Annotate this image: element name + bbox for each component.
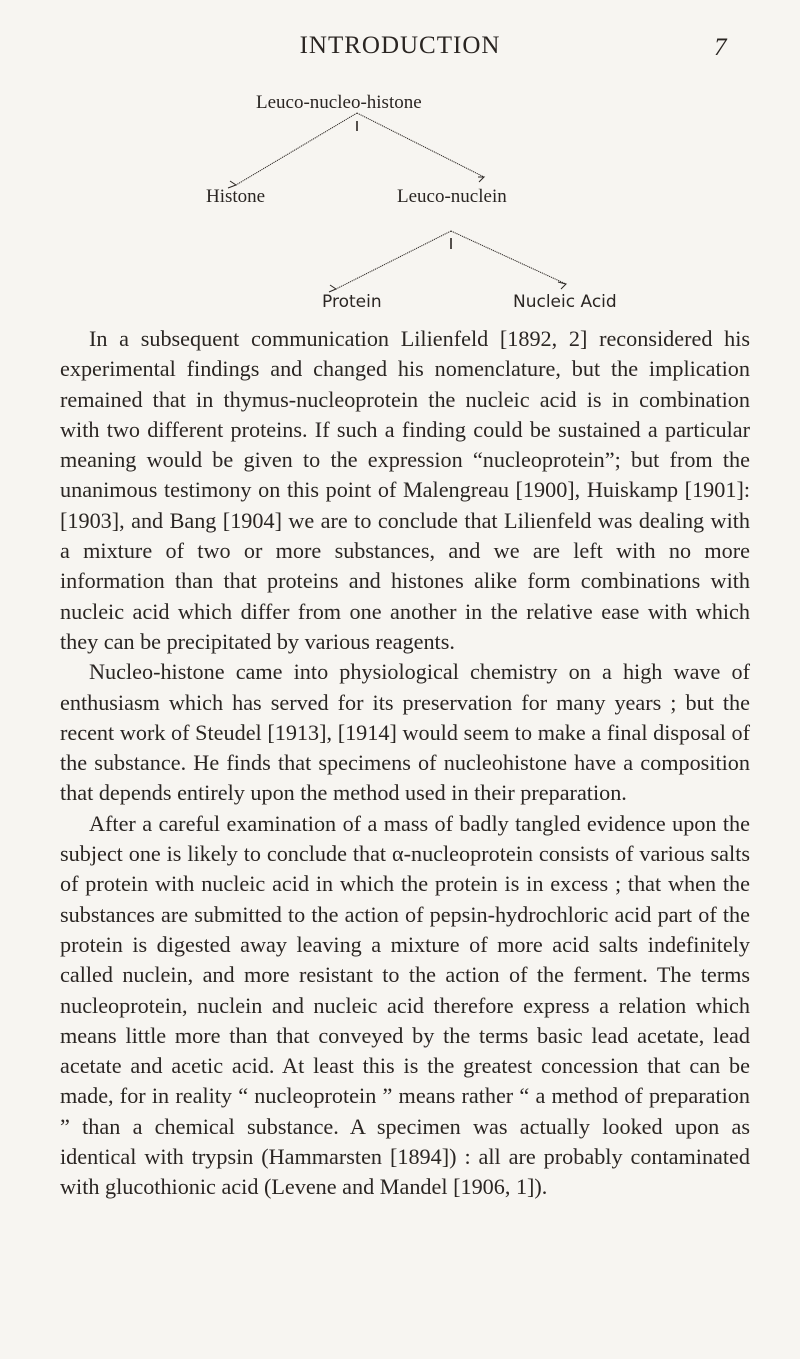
branch-to-histone — [236, 113, 357, 185]
node-nucleic-acid: Nucleic Acid — [513, 292, 617, 312]
running-head: INTRODUCTION — [299, 32, 501, 59]
node-leuco-nucleo-histone: Leuco-nucleo-histone — [256, 92, 422, 113]
nomenclature-diagram — [0, 85, 800, 325]
branch-to-leuco-nuclein — [357, 113, 484, 177]
node-protein: Protein — [322, 292, 382, 312]
node-leuco-nuclein: Leuco-nuclein — [397, 186, 507, 207]
branch-to-nucleic-acid — [451, 231, 566, 284]
page-header — [0, 0, 800, 70]
arrow-protein — [329, 285, 336, 292]
arrow-leuco-nuclein — [478, 177, 484, 182]
paragraph-2: Nucleo-histone came into physiological chemistry on a high wave of enthusiasm which has served for its preservation for many years ; but the recent work of Steudel [1913], [1914] would seem to make a final disposal of the substance. He finds that specimens of nucleohistone have a composition that depends entirely upon the method used in their preparation. — [60, 659, 750, 806]
node-histone: Histone — [206, 186, 266, 207]
paragraph-1: In a subsequent communication Lilienfeld [1892, 2] reconsidered his experimental findings and changed his nomenclature, but the implication remained that in thymus-nucleoprotein the nucleic acid is in combination with two different proteins. If such a finding could be sustained a particular meaning would be given to the expression “nucleoprotein”; but from the unanimous testimony on this point of Malengreau [1900], Huiskamp [1901]: [1903], and Bang [1904] we are to conclude that Lilienfeld was dealing with a mixture of two or more substances, and we are left with no more information than that proteins and histones alike form combinations with nucleic acid which differ from one another in the relative ease with which they can be precipitated by various reagents. — [60, 326, 750, 654]
paragraph-3: After a careful examination of a mass of badly tangled evidence upon the subject one is likely to conclude that α-nucleoprotein consists of various salts of protein with nucleic acid in which the protein is in excess ; that when the substances are submitted to the action of pepsin-hydrochloric acid part of the protein is digested away leaving a mixture of more acid salts indefinitely called nuclein, and more resistant to the action of the ferment. The terms nucleoprotein, nuclein and nucleic acid therefore express a relation which means little more than that conveyed by the terms basic lead acetate, lead acetate and acetic acid. At least this is the greatest concession that can be made, for in reality “ nucleoprotein ” means rather “ a method of preparation ” than a chemical substance. A specimen was actually looked upon as identical with trypsin (Hammarsten [1894]) : all are probably contaminated with glucothionic acid (Levene and Mandel [1906, 1]). — [60, 810, 750, 1200]
branch-to-protein — [336, 231, 451, 289]
body-text — [60, 324, 750, 1203]
page-number: 7 — [714, 34, 727, 61]
